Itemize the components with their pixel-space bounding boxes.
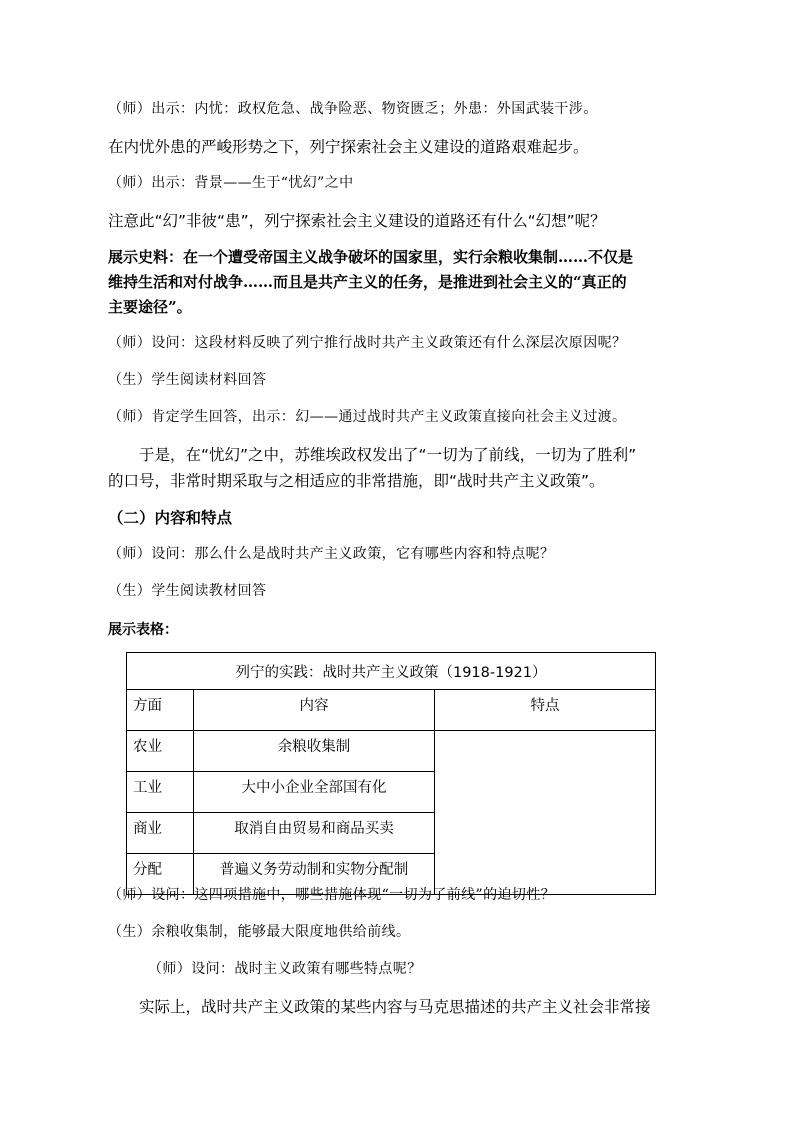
paragraph-crisis-context: 在内忧外患的严峻形势之下，列宁探索社会主义建设的道路艰难起步。: [108, 138, 589, 156]
table-row: [127, 731, 656, 772]
paragraph-marx-comparison: 实际上，战时共产主义政策的某些内容与马克思描述的共产主义社会非常接: [139, 998, 651, 1016]
paragraph-slogan-line-2: 的口号，非常时期采取与之相适应的非常措施，即“战时共产主义政策”。: [108, 472, 605, 490]
table-cell-aspect: 商业: [127, 813, 194, 854]
paragraph-teacher-show-background: （师）出示：背景——生于“忧幻”之中: [108, 175, 354, 191]
paragraph-teacher-question-features: （师）设问：战时主义政策有哪些特点呢？: [148, 961, 422, 977]
paragraph-teacher-show-crisis: （师）出示：内忧：政权危急、战争险恶、物资匮乏；外患：外国武装干涉。: [108, 101, 598, 117]
paragraph-teacher-affirm: （师）肯定学生回答，出示：幻——通过战时共产主义政策直接向社会主义过渡。: [108, 409, 627, 425]
table-header-row: [127, 690, 656, 731]
paragraph-source-line-1: 展示史料：在一个遭受帝国主义战争破坏的国家里，实行余粮收集制……不仅是: [108, 248, 634, 266]
paragraph-student-read-textbook: （生）学生阅读教材回答: [108, 583, 267, 599]
table-header-feature: 特点: [435, 690, 656, 731]
section-heading-content-features: （二）内容和特点: [108, 509, 233, 527]
table-title-row: [127, 653, 656, 690]
table-cell-content: 普遍义务劳动制和实物分配制: [194, 854, 435, 895]
paragraph-student-read-material: （生）学生阅读材料回答: [108, 372, 267, 388]
table-header-content: 内容: [194, 690, 435, 731]
table-header-aspect: 方面: [127, 690, 194, 731]
table-cell-content: 大中小企业全部国有化: [194, 772, 435, 813]
paragraph-source-line-3: 主要途径”。: [108, 298, 192, 316]
table-cell-feature-empty: [435, 731, 656, 895]
paragraph-teacher-question-urgency: （师）设问：这四项措施中，哪些措施体现“一切为了前线”的迫切性？: [108, 887, 556, 903]
paragraph-slogan-line-1: 于是，在“忧幻”之中，苏维埃政权发出了“一切为了前线，一切为了胜利”: [139, 446, 637, 464]
table-cell-content: 取消自由贸易和商品买卖: [194, 813, 435, 854]
paragraph-teacher-question-deep-reason: （师）设问：这段材料反映了列宁推行战时共产主义政策还有什么深层次原因呢？: [108, 335, 627, 351]
table-title: 列宁的实践：战时共产主义政策（1918-1921）: [127, 653, 656, 690]
label-show-table: 展示表格：: [108, 622, 178, 638]
paragraph-teacher-question-what: （师）设问：那么什么是战时共产主义政策，它有哪些内容和特点呢？: [108, 546, 555, 562]
table-cell-aspect: 工业: [127, 772, 194, 813]
paragraph-student-answer-grain: （生）余粮收集制，能够最大限度地供给前线。: [108, 924, 411, 940]
paragraph-illusion-question: 注意此“幻”非彼“患”，列宁探索社会主义建设的道路还有什么“幻想”呢？: [108, 212, 606, 230]
paragraph-source-line-2: 维持生活和对付战争……而且是共产主义的任务，是推进到社会主义的“真正的: [108, 273, 627, 291]
table-cell-aspect: 分配: [127, 854, 194, 895]
table-cell-content: 余粮收集制: [194, 731, 435, 772]
table-cell-aspect: 农业: [127, 731, 194, 772]
policy-table: [126, 652, 656, 895]
